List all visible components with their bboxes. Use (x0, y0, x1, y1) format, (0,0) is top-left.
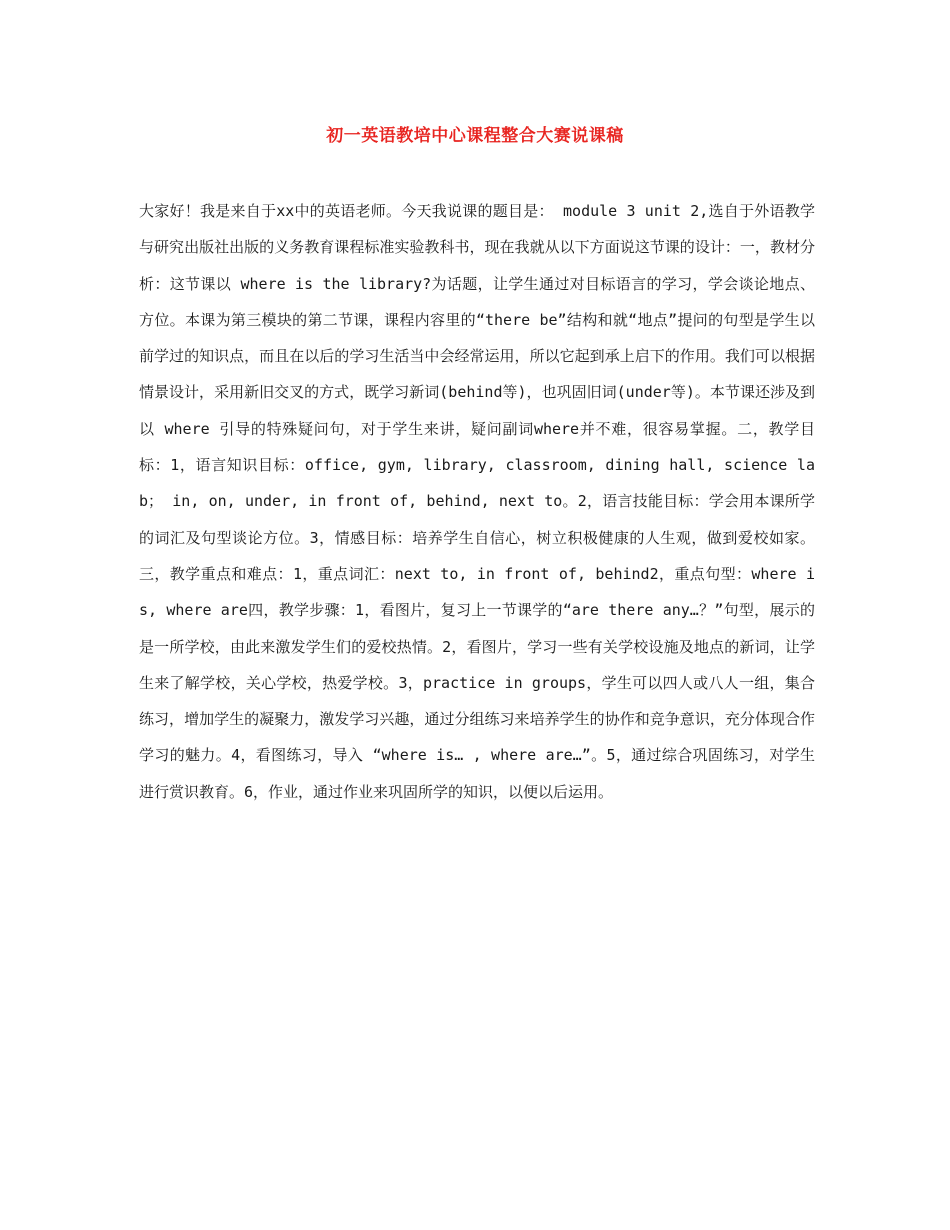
document-body-paragraph: 大家好！我是来自于xx中的英语老师。今天我说课的题目是： module 3 unit 2,选自于外语教学与研究出版社出版的义务教育课程标准实验教科书，现在我就从以下方面说这节课的设计：一，教材分析：这节课以 where is the library?为话题，让学生通过对目标语言的学习，学会谈论地点、方位。本课为第三模块的第二节课，课程内容里的“there be”结构和就“地点”提问的句型是学生以前学过的知识点，而且在以后的学习生活当中会经常运用，所以它起到承上启下的作用。我们可以根据情景设计，采用新旧交叉的方式，既学习新词(behind等)，也巩固旧词(under等)。本节课还涉及到以 where 引导的特殊疑问句，对于学生来讲，疑问副词where并不难，很容易掌握。二，教学目标：1，语言知识目标：office, gym, library, classroom, dining hall, science lab； in, on, under, in front of, behind, next to。2，语言技能目标：学会用本课所学的词汇及句型谈论方位。3，情感目标：培养学生自信心，树立积极健康的人生观，做到爱校如家。三，教学重点和难点：1，重点词汇：next to, in front of, behind2，重点句型：where is, where are四，教学步骤：1，看图片，复习上一节课学的“are there any…？”句型，展示的是一所学校，由此来激发学生们的爱校热情。2，看图片，学习一些有关学校设施及地点的新词，让学生来了解学校，关心学校，热爱学校。3，practice in groups，学生可以四人或八人一组，集合练习，增加学生的凝聚力，激发学习兴趣，通过分组练习来培养学生的协作和竞争意识，充分体现合作学习的魅力。4，看图练习，导入 “where is… , where are…”。5，通过综合巩固练习，对学生进行赏识教育。6，作业，通过作业来巩固所学的知识，以便以后运用。 (139, 202, 815, 801)
document-title: 初一英语教培中心课程整合大赛说课稿 (326, 126, 624, 146)
